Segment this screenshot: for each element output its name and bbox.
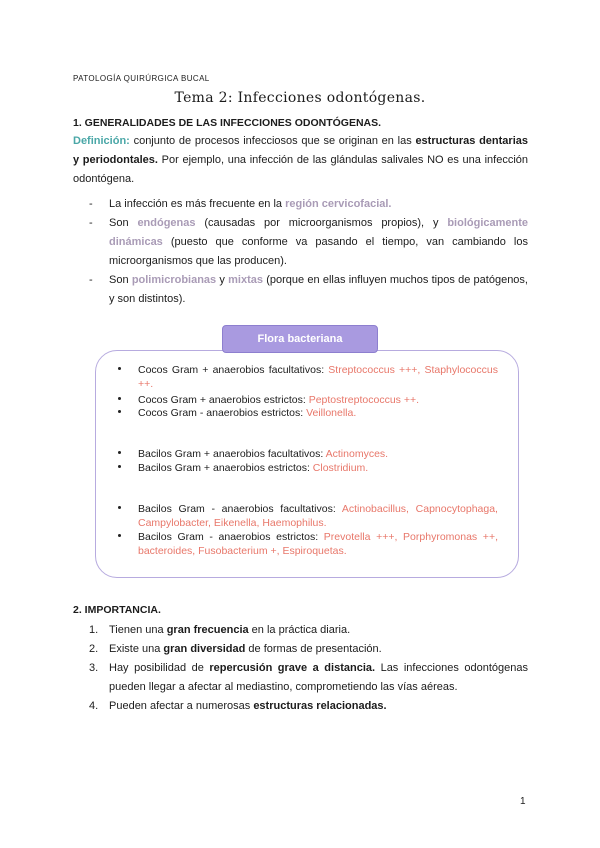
definition-paragraph — [73, 132, 528, 189]
item-bold: repercusión grave a distancia. — [209, 662, 376, 674]
highlight-text: región cervicofacial. — [285, 198, 392, 210]
bullet-dot — [118, 410, 121, 413]
bullet-dot — [118, 451, 121, 454]
highlight-text: endógenas — [137, 217, 196, 229]
page-number: 1 — [520, 796, 526, 807]
bullet-dot — [118, 506, 121, 509]
flora-item — [120, 393, 498, 407]
bullet-text: La infección es más frecuente en la — [109, 198, 286, 210]
list-item — [73, 659, 528, 697]
flora-bacteriana-label: Flora bacteriana — [222, 325, 378, 353]
flora-label: Bacilos Gram - anaerobios estrictos: — [138, 531, 324, 543]
flora-item — [120, 530, 498, 558]
flora-label: Cocos Gram + anaerobios estrictos: — [138, 394, 309, 406]
flora-label: Cocos Gram + anaerobios facultativos: — [138, 364, 329, 376]
list-item — [73, 214, 528, 271]
flora-value: Clostridium. — [312, 462, 369, 474]
flora-item — [120, 363, 498, 391]
list-item — [73, 697, 528, 716]
bullet-dot — [118, 397, 121, 400]
item-text: Pueden afectar a numerosas — [109, 700, 254, 712]
flora-label: Bacilos Gram + anaerobios estrictos: — [138, 462, 313, 474]
bullet-text: Son — [109, 274, 132, 286]
definition-label: Definición: — [73, 135, 130, 147]
item-bold: gran frecuencia — [166, 624, 249, 636]
bullet-text: (causadas por microorganismos propios), y — [195, 217, 448, 229]
bullet-mark: - — [89, 198, 93, 210]
item-bold: estructuras relacionadas. — [253, 700, 387, 712]
item-bold: gran diversidad — [163, 643, 246, 655]
running-header: PATOLOGÍA QUIRÚRGICA BUCAL — [73, 74, 210, 83]
item-number: 4. — [89, 700, 99, 712]
generalities-list — [73, 195, 528, 309]
bullet-text: y — [216, 274, 229, 286]
bullet-text: (porque en ellas influyen muchos tipos de patógenos, y son distintos). — [109, 274, 528, 305]
item-number: 3. — [89, 662, 99, 674]
list-item — [73, 195, 528, 214]
highlight-text: mixtas — [228, 274, 263, 286]
flora-value: Streptococcus +++, Staphylococcus ++. — [138, 364, 498, 390]
bullet-mark: - — [89, 274, 93, 286]
flora-value: Actinomyces. — [325, 448, 389, 460]
flora-item — [120, 406, 498, 420]
item-text: Tienen una — [109, 624, 167, 636]
list-item — [73, 271, 528, 309]
bullet-mark: - — [89, 217, 93, 229]
definition-bold: estructuras dentarias y periodontales. — [73, 135, 528, 166]
section-2-heading: 2. IMPORTANCIA. — [73, 604, 161, 616]
flora-item — [120, 447, 498, 461]
item-text: en la práctica diaria. — [248, 624, 351, 636]
flora-value: Veillonella. — [306, 407, 357, 419]
section-1-heading: 1. GENERALIDADES DE LAS INFECCIONES ODONTÓGENAS. — [73, 117, 382, 129]
item-number: 1. — [89, 624, 99, 636]
flora-value: Peptostreptococcus ++. — [308, 394, 420, 406]
flora-value: Prevotella +++, Porphyromonas ++, bacteroides, Fusobacterium +, Espiroquetas. — [138, 531, 498, 557]
bullet-text: Son — [109, 217, 138, 229]
definition-text-2: Por ejemplo, una infección de las glándulas salivales NO es una infección odontógena. — [73, 154, 528, 185]
flora-value: Actinobacillus, Capnocytophaga, Campylobacter, Eikenella, Haemophilus. — [138, 503, 498, 529]
item-text: Hay posibilidad de — [109, 662, 210, 674]
bullet-dot — [118, 534, 121, 537]
flora-item — [120, 502, 498, 530]
highlight-text: biológicamente dinámicas — [109, 217, 529, 248]
flora-label: Bacilos Gram + anaerobios facultativos: — [138, 448, 326, 460]
item-text: Las infecciones odontógenas pueden llegar a afectar al mediastino, comprometiendo las vías aéreas. — [109, 662, 528, 693]
item-text: Existe una — [109, 643, 164, 655]
flora-label: Cocos Gram - anaerobios estrictos: — [138, 407, 307, 419]
flora-item — [120, 461, 498, 475]
bullet-dot — [118, 465, 121, 468]
item-text: de formas de presentación. — [245, 643, 382, 655]
importance-list — [73, 621, 528, 716]
flora-label: Bacilos Gram - anaerobios facultativos: — [138, 503, 342, 515]
page-title: Tema 2: Infecciones odontógenas. — [174, 90, 426, 106]
list-item — [73, 640, 528, 659]
list-item — [73, 621, 528, 640]
item-number: 2. — [89, 643, 99, 655]
bullet-dot — [118, 367, 121, 370]
bullet-text: (puesto que conforme va pasando el tiempo, van cambiando los microorganismos que las producen). — [109, 236, 528, 267]
definition-text-1: conjunto de procesos infecciosos que se originan en las — [129, 135, 416, 147]
highlight-text: polimicrobianas — [131, 274, 217, 286]
